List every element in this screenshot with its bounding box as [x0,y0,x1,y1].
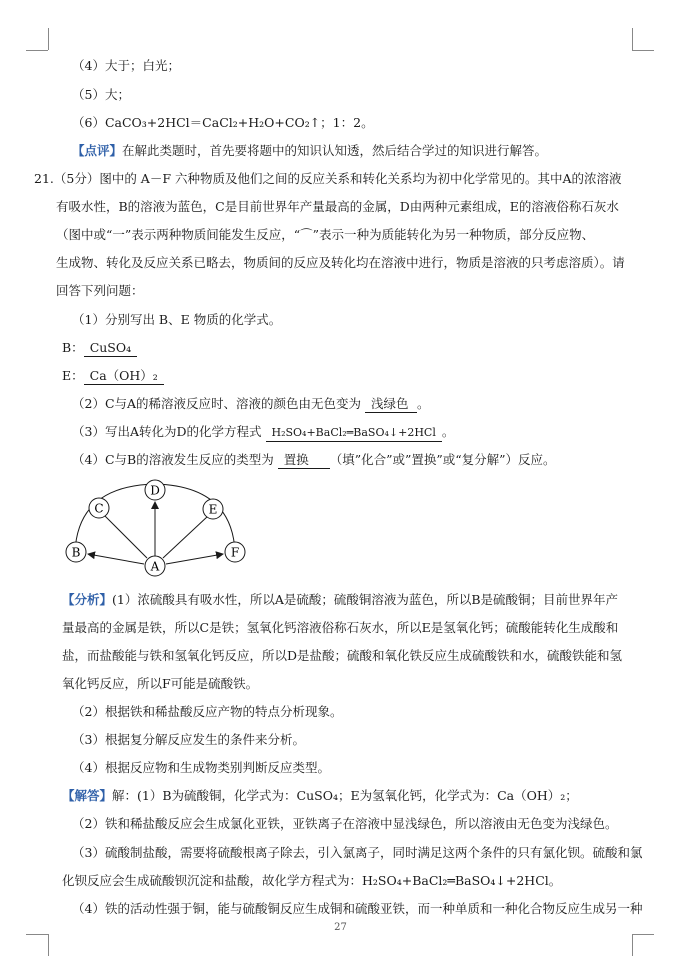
analysis-line-2: 量最高的金属是铁，所以C是铁；氢氧化钙溶液俗称石灰水，所以E是氢氧化钙；硫酸能转化生成酸和 [62,620,619,635]
analysis-line-5: （2）根据铁和稀盐酸反应产物的特点分析现象。 [72,704,343,719]
question-21-line-1: 21.（5分）图中的 A－F 六种物质及他们之间的反应关系和转化关系均为初中化学常见的。其中A的浓溶液 [34,171,622,186]
crop-mark-bottom-right-v [632,934,633,956]
relation-diagram [58,476,258,586]
solution-line-2: （2）铁和稀盐酸反应会生成氯化亚铁，亚铁离子在溶液中显浅绿色，所以溶液由无色变为浅绿色。 [72,816,618,831]
comment-line [72,143,547,159]
sub-question-2-text: （2）C与A的稀溶液反应时、溶液的颜色由无色变为 [72,396,362,411]
answer-line-6: （6）CaCO₃+2HCl＝CaCl₂+H₂O+CO₂↑；1：2。 [72,115,374,130]
solution-tag: 【解答】 [62,788,113,803]
svg-text:C: C [94,501,104,516]
sub-question-4-text: （4）C与B的溶液发生反应的类型为 [72,452,274,467]
edge-a-e [163,516,208,558]
svg-text:B: B [71,545,81,560]
answer-e-line [62,368,164,385]
answer-e-label: E： [62,368,84,383]
answer-b-line [62,340,137,357]
crop-mark-top-left-v [48,28,49,50]
answer-line-5: （5）大； [72,87,130,102]
crop-mark-top-right-v [632,28,633,50]
analysis-tag: 【分析】 [62,592,113,607]
comment-tag: 【点评】 [72,143,123,158]
crop-mark-top-right-h [632,50,654,51]
sub-question-3-text: （3）写出A转化为D的化学方程式 [72,424,262,439]
crop-mark-bottom-left-v [48,934,49,956]
svg-text:E: E [208,502,218,517]
page-number: 27 [334,922,347,933]
crop-mark-bottom-right-h [632,934,654,935]
svg-text:D: D [150,483,160,498]
node-a [145,556,165,576]
analysis-line-6: （3）根据复分解反应发生的条件来分析。 [72,732,305,747]
arrow-a-f [166,554,223,564]
sub-question-4-end: （填”化合”或”置换”或“复分解”）反应。 [329,452,556,467]
node-d [145,480,165,500]
analysis-line-4: 氧化钙反应，所以F可能是硫酸铁。 [62,676,259,691]
solution-text-1: 解：(1）B为硫酸铜，化学式为：CuSO₄；E为氢氧化钙，化学式为：Ca（OH）₂； [112,788,578,803]
crop-mark-bottom-left-h [26,934,48,935]
sub-question-3 [72,424,454,442]
question-21-line-5: 回答下列问题： [56,283,144,298]
svg-text:F: F [230,545,240,560]
sub-question-4 [72,452,556,469]
sub-question-2 [72,396,430,413]
solution-line-3: （3）硫酸制盐酸，需要将硫酸根离子除去，引入氯离子，同时满足这两个条件的只有氯化钡。硫酸和氯 [72,845,643,860]
node-c [89,498,109,518]
answer-b-value: CuSO₄ [84,340,137,357]
arrow-a-b [88,554,144,564]
solution-line-1 [62,788,578,804]
question-21-line-2: 有吸水性，B的溶液为蓝色，C是目前世界年产量最高的金属，D由两种元素组成，E的溶液俗称石灰水 [56,199,619,214]
sub-question-2-answer: 浅绿色 [365,396,417,413]
answer-b-label: B： [62,340,84,355]
solution-line-4: 化钡反应会生成硫酸钡沉淀和盐酸，故化学方程式为：H₂SO₄+BaCl₂═BaSO₄↓+2HCl。 [62,873,562,888]
sub-question-3-answer: H₂SO₄+BaCl₂═BaSO₄↓+2HCl [266,425,442,442]
analysis-line-1 [62,592,618,608]
question-21-line-4: 生成物、转化及反应关系已略去，物质间的反应及转化均在溶液中进行，物质是溶液的只考虑溶质）。请 [56,255,625,270]
sub-question-2-end: 。 [417,396,430,411]
answer-line-4: （4）大于；白光； [72,58,180,73]
sub-question-1: （1）分别写出 B、E 物质的化学式。 [72,312,282,327]
sub-question-3-end: 。 [441,424,455,439]
node-b [66,542,86,562]
svg-text:A: A [150,559,160,574]
node-e [203,499,223,519]
answer-e-value: Ca（OH）₂ [84,368,164,385]
solution-line-5: （4）铁的活动性强于铜，能与硫酸铜反应生成铜和硫酸亚铁，而一种单质和一种化合物反应生成另一种 [72,901,643,916]
edge-a-c [105,516,147,558]
node-f [225,542,245,562]
analysis-line-3: 盐，而盐酸能与铁和氢氧化钙反应，所以D是盐酸；硫酸和氧化铁反应生成硫酸铁和水，硫酸铁能和氢 [62,648,623,663]
question-21-line-3: （图中或“一”表示两种物质间能发生反应，“⌒”表示一种为质能转化为另一种物质，部分反应物、 [56,227,595,242]
analysis-text-1: (1）浓硫酸具有吸水性，所以A是硫酸；硫酸铜溶液为蓝色，所以B是硫酸铜；目前世界年产 [112,592,619,607]
analysis-line-7: （4）根据反应物和生成物类别判断反应类型。 [72,760,330,775]
comment-text: 在解此类题时，首先要将题中的知识认知透，然后结合学过的知识进行解答。 [122,143,548,158]
sub-question-4-answer: 置换 [278,452,330,469]
crop-mark-top-left-h [26,50,48,51]
